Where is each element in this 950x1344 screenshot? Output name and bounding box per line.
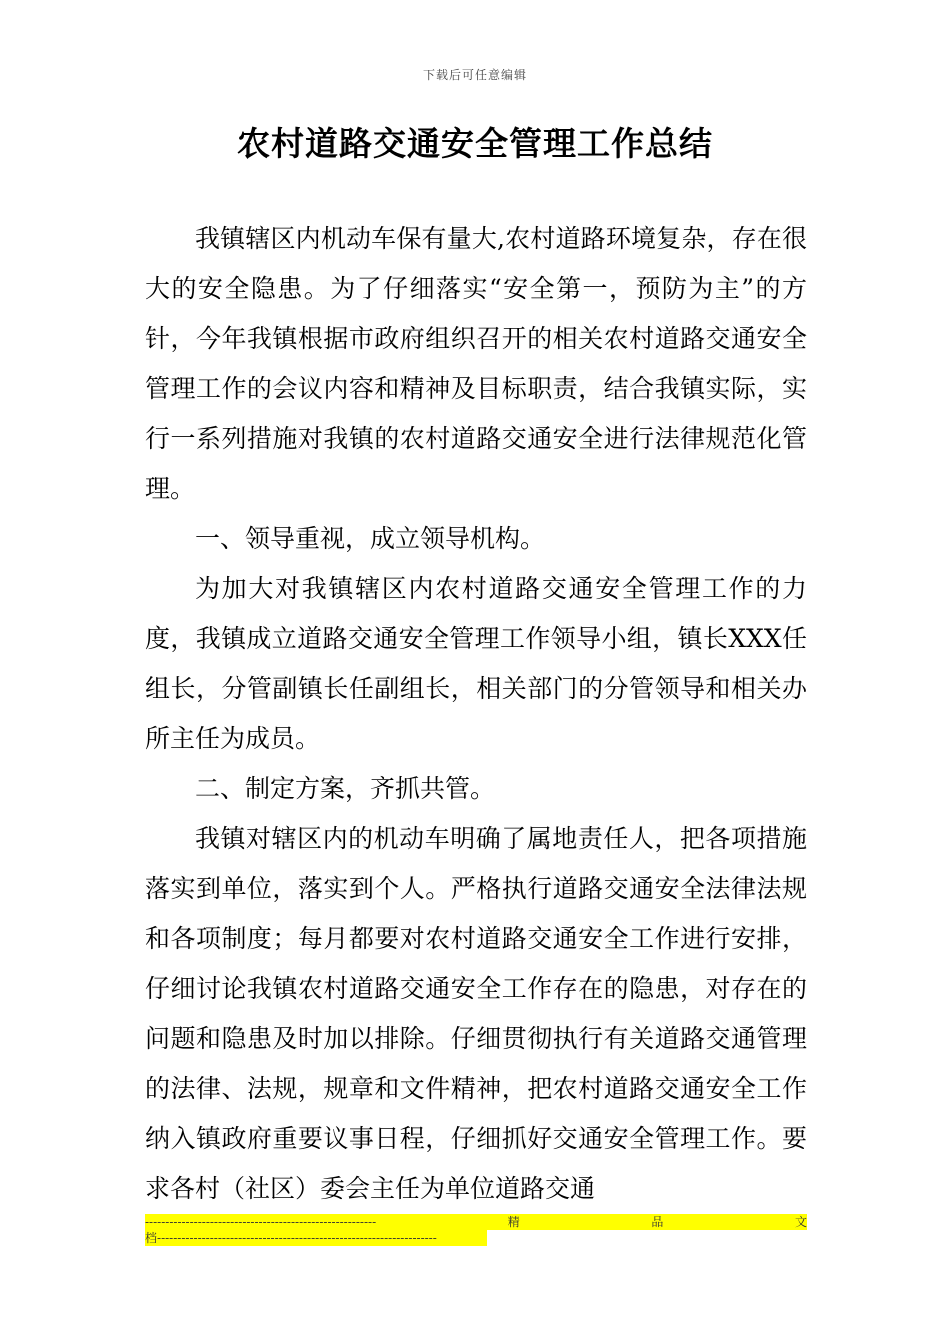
section-heading-1: 一、领导重视，成立领导机构。 [195,524,546,553]
footer-char-wen: 文 [794,1215,807,1229]
section-heading-2: 二、制定方案，齐抓共管。 [195,774,496,803]
footer-char-jing: 精 [507,1215,520,1229]
footer-line-2 [145,1230,487,1246]
document-title: 农村道路交通安全管理工作总结 [237,124,713,163]
footer-watermark-banner [145,1214,807,1250]
footer-line-1 [145,1214,807,1230]
footer-char-dang: 档 [145,1231,158,1245]
header-note: 下载后可任意编辑 [422,68,527,82]
paragraph-intro: 我镇辖区内机动车保有量大,农村道路环境复杂，存在很大的安全隐患。为了仔细落实“安全第一，预防为主”的方针，今年我镇根据市政府组织召开的相关农村道路交通安全管理工作的会议内容和精神及目标职责，结合我镇实际，实行一系列措施对我镇的农村道路交通安全进行法律规范化管理。 [145,224,807,503]
paragraph-plan: 我镇对辖区内的机动车明确了属地责任人，把各项措施落实到单位，落实到个人。严格执行道路交通安全法律法规和各项制度；每月都要对农村道路交通安全工作进行安排，仔细讨论我镇农村道路交通安全工作存在的隐患，对存在的问题和隐患及时加以排除。仔细贯彻执行有关道路交通管理的法律、法规，规章和文件精神，把农村道路交通安全工作纳入镇政府重要议事日程，仔细抓好交通安全管理工作。要求各村（社区）委会主任为单位道路交通 [145,824,807,1203]
footer-char-pin: 品 [651,1215,664,1229]
document-body [145,214,807,1214]
paragraph-leadership: 为加大对我镇辖区内农村道路交通安全管理工作的力度，我镇成立道路交通安全管理工作领导小组，镇长XXX任组长，分管副镇长任副组长，相关部门的分管领导和相关办所主任为成员。 [145,574,807,753]
footer-dashes-right: --------------------------------------------------------------------- [157,1231,437,1245]
footer-dashes-left: --------------------------------------------------------- [145,1215,377,1229]
